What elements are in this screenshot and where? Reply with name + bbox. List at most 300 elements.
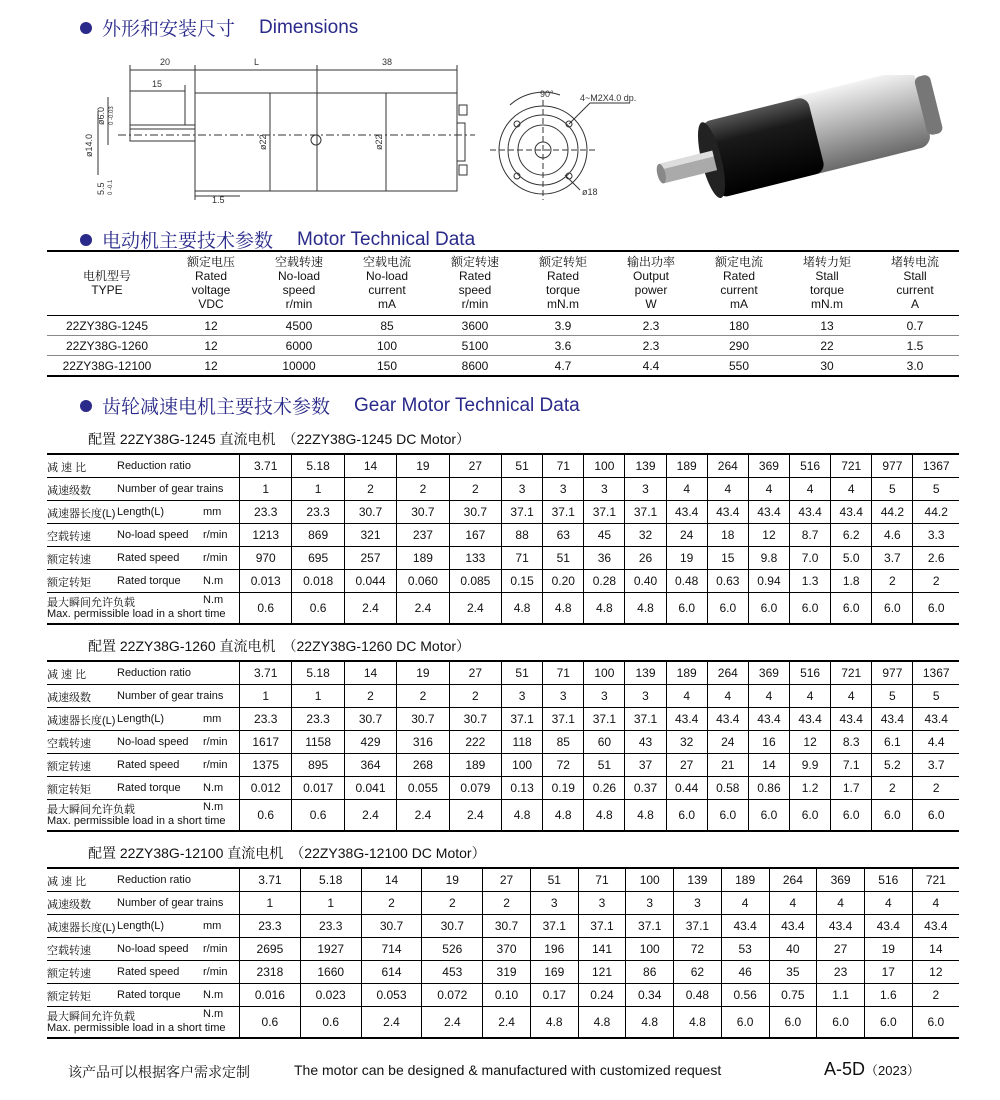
- table-cell: 1213: [240, 524, 292, 547]
- table-cell: 4.8: [530, 1007, 578, 1039]
- bullet-icon: [80, 234, 92, 246]
- table-row: [47, 356, 959, 377]
- table-cell: 9.9: [790, 754, 831, 777]
- table-cell: 429: [344, 731, 396, 754]
- table-cell: 32: [666, 731, 707, 754]
- row-label-unit: r/min: [203, 552, 228, 564]
- table-cell: 3: [625, 478, 666, 501]
- table-cell: 5: [872, 478, 913, 501]
- table-cell: 3: [584, 478, 625, 501]
- row-label-en: Length(L): [117, 920, 165, 932]
- table-cell: 2.4: [397, 593, 449, 625]
- table-cell: 44.2: [913, 501, 959, 524]
- table-cell: 32: [625, 524, 666, 547]
- bullet-icon: [80, 400, 92, 412]
- table-cell: 0.94: [748, 570, 789, 593]
- table-cell: 27: [449, 661, 501, 685]
- table-cell: 0.023: [300, 984, 361, 1007]
- dimensions-title-en: Dimensions: [259, 16, 359, 38]
- table-cell: 37.1: [530, 915, 578, 938]
- table-cell: 1660: [300, 961, 361, 984]
- row-label-en: Length(L): [117, 506, 165, 518]
- table-cell: 43.4: [831, 501, 872, 524]
- table-row: [47, 454, 959, 478]
- table-cell: 0.56: [721, 984, 769, 1007]
- table-cell: 23.3: [240, 915, 301, 938]
- table-cell: 721: [831, 454, 872, 478]
- table-cell: 5: [872, 685, 913, 708]
- table-cell: 4.8: [626, 1007, 674, 1039]
- row-label-unit: mm: [203, 713, 222, 725]
- table-cell: 43.4: [913, 708, 959, 731]
- header-en: Output: [632, 269, 670, 283]
- table-cell: 24: [707, 731, 748, 754]
- dim-90-label: 90°: [540, 89, 554, 99]
- table-cell: 0.58: [707, 777, 748, 800]
- table-cell: 43.4: [912, 915, 959, 938]
- dim-15-label: 15: [152, 79, 163, 89]
- table-cell: 1.2: [790, 777, 831, 800]
- table-cell: 264: [707, 454, 748, 478]
- table-cell: 139: [625, 661, 666, 685]
- table-cell: 1367: [913, 454, 959, 478]
- table-cell: 12: [912, 961, 959, 984]
- table-cell: 6.0: [872, 800, 913, 832]
- table-cell: 1927: [300, 938, 361, 961]
- header-en: mN.m: [811, 297, 843, 311]
- row-label-zh: 减 速 比: [47, 462, 87, 474]
- table-cell: 2.4: [449, 800, 501, 832]
- table-cell: 895: [292, 754, 344, 777]
- table-cell: 0.044: [344, 570, 396, 593]
- table-cell: 37.1: [625, 708, 666, 731]
- table-cell: 24: [666, 524, 707, 547]
- table-cell: 26: [625, 547, 666, 570]
- motor-type-cell: 22ZY38G-1245: [47, 316, 167, 336]
- table-cell: 0.055: [397, 777, 449, 800]
- table-row: [47, 524, 959, 547]
- table-cell: 721: [912, 868, 959, 892]
- table-cell: 4: [748, 478, 789, 501]
- table-cell: 43.4: [666, 501, 707, 524]
- table-cell: 6.0: [790, 800, 831, 832]
- table-cell: 516: [790, 454, 831, 478]
- row-label-unit: N.m: [203, 782, 224, 794]
- table-cell: 5.18: [292, 661, 344, 685]
- table-cell: 30.7: [397, 501, 449, 524]
- row-label-zh: 最大瞬间允许负载: [47, 1011, 135, 1023]
- row-label-unit: r/min: [203, 736, 228, 748]
- table-cell: 4: [748, 685, 789, 708]
- table-cell: 37.1: [625, 501, 666, 524]
- gear-table-2-subtitle: 配置 22ZY38G-1260 直流电机 （22ZY38G-1260 DC Motor）: [88, 638, 471, 654]
- table-cell: 3: [674, 892, 722, 915]
- table-cell: 30.7: [361, 915, 422, 938]
- row-label-zh: 空载转速: [47, 738, 91, 750]
- technical-drawing: [0, 45, 650, 205]
- row-label-en: Reduction ratio: [117, 667, 191, 679]
- table-cell: 3: [543, 685, 584, 708]
- table-cell: 121: [578, 961, 626, 984]
- table-cell: 23.3: [292, 708, 344, 731]
- table-cell: 3: [543, 478, 584, 501]
- table-cell: 37.1: [584, 708, 625, 731]
- table-cell: 2: [912, 984, 959, 1007]
- page-number: [824, 1059, 920, 1080]
- table-cell: 3.71: [240, 868, 301, 892]
- table-cell: 1.5: [871, 336, 959, 356]
- table-cell: 169: [530, 961, 578, 984]
- motor-title-en: Motor Technical Data: [297, 228, 476, 250]
- table-cell: 0.085: [449, 570, 501, 593]
- table-cell: 3: [530, 892, 578, 915]
- table-cell: 3.9: [519, 316, 607, 336]
- table-cell: 1158: [292, 731, 344, 754]
- table-cell: 139: [625, 454, 666, 478]
- row-label: [47, 777, 240, 800]
- header-en: Rated: [722, 269, 756, 283]
- table-cell: 27: [666, 754, 707, 777]
- row-label-en: Reduction ratio: [117, 460, 191, 472]
- gear-section-title: [80, 392, 580, 419]
- table-cell: 63: [543, 524, 584, 547]
- table-cell: 189: [449, 754, 501, 777]
- row-label-zh: 减速器长度(L): [47, 922, 116, 934]
- table-cell: 19: [666, 547, 707, 570]
- table-cell: 370: [483, 938, 531, 961]
- table-cell: 37.1: [543, 708, 584, 731]
- table-cell: 1367: [913, 661, 959, 685]
- table-cell: 37.1: [626, 915, 674, 938]
- motor-type-cell: 22ZY38G-1260: [47, 336, 167, 356]
- table-cell: 0.7: [871, 316, 959, 336]
- table-cell: 319: [483, 961, 531, 984]
- row-label: [47, 915, 240, 938]
- header-en: mN.m: [547, 297, 579, 311]
- table-cell: 27: [449, 454, 501, 478]
- table-cell: 19: [422, 868, 483, 892]
- table-cell: 43: [625, 731, 666, 754]
- table-cell: 14: [344, 661, 396, 685]
- table-cell: 85: [343, 316, 431, 336]
- table-cell: 100: [626, 868, 674, 892]
- table-cell: 321: [344, 524, 396, 547]
- table-row: [47, 661, 959, 685]
- header-en: VDC: [198, 297, 224, 311]
- table-cell: 8.3: [831, 731, 872, 754]
- motor-table-header: [47, 251, 959, 316]
- table-cell: 189: [721, 868, 769, 892]
- table-cell: 19: [397, 661, 449, 685]
- table-cell: 0.012: [240, 777, 292, 800]
- table-cell: 0.15: [502, 570, 543, 593]
- table-cell: 6.0: [707, 593, 748, 625]
- table-cell: 6.0: [864, 1007, 912, 1039]
- table-cell: 4.8: [625, 800, 666, 832]
- dimension-drawing: [0, 45, 1000, 205]
- row-label-zh: 额定转速: [47, 761, 91, 773]
- table-cell: 6.0: [666, 800, 707, 832]
- table-cell: 4: [912, 892, 959, 915]
- table-cell: 614: [361, 961, 422, 984]
- table-cell: 2318: [240, 961, 301, 984]
- dim-20-label: 20: [160, 57, 171, 67]
- motor-title-zh: 电动机主要技术参数: [102, 231, 274, 252]
- table-cell: 1.1: [817, 984, 865, 1007]
- table-cell: 5.18: [300, 868, 361, 892]
- table-cell: 1: [240, 892, 301, 915]
- table-cell: 516: [864, 868, 912, 892]
- table-row: [47, 593, 959, 625]
- table-cell: 2.4: [344, 800, 396, 832]
- table-cell: 43.4: [748, 501, 789, 524]
- table-row: [47, 316, 959, 336]
- table-cell: 1.8: [831, 570, 872, 593]
- row-label-zh: 减速器长度(L): [47, 715, 116, 727]
- table-cell: 6000: [255, 336, 343, 356]
- row-label-en: Rated speed: [117, 759, 180, 771]
- row-label-unit: mm: [203, 506, 222, 518]
- dim-d22-motor-label: ø22: [374, 134, 384, 150]
- table-cell: 10000: [255, 356, 343, 377]
- header-zh: 电机型号: [82, 269, 131, 283]
- gear-table-1260: [47, 660, 959, 832]
- table-cell: 23: [817, 961, 865, 984]
- table-cell: 141: [578, 938, 626, 961]
- table-cell: 46: [721, 961, 769, 984]
- row-label-zh: 空载转速: [47, 945, 91, 957]
- table-cell: 118: [502, 731, 543, 754]
- table-cell: 6.0: [912, 1007, 959, 1039]
- table-cell: 86: [626, 961, 674, 984]
- table-cell: 37.1: [578, 915, 626, 938]
- motor-header-cell: [431, 251, 519, 316]
- row-label-unit: r/min: [203, 759, 228, 771]
- table-cell: 695: [292, 547, 344, 570]
- header-en: r/min: [461, 297, 489, 311]
- table-row: [47, 501, 959, 524]
- row-label-zh: 额定转速: [47, 554, 91, 566]
- table-row: [47, 478, 959, 501]
- table-cell: 9.8: [748, 547, 789, 570]
- motor-table-body: [47, 316, 959, 377]
- table-cell: 2: [361, 892, 422, 915]
- header-en: speed: [458, 283, 492, 297]
- table-cell: 30.7: [449, 501, 501, 524]
- table-cell: 3600: [431, 316, 519, 336]
- table-cell: 0.40: [625, 570, 666, 593]
- row-label-en: Max. permissible load in a short time: [47, 815, 226, 827]
- table-cell: 37.1: [543, 501, 584, 524]
- row-label: [47, 868, 240, 892]
- table-cell: 0.072: [422, 984, 483, 1007]
- row-label-en: Rated torque: [117, 782, 181, 794]
- table-cell: 44.2: [872, 501, 913, 524]
- row-label-zh: 额定转矩: [47, 784, 91, 796]
- table-cell: 43.4: [831, 708, 872, 731]
- table-cell: 51: [530, 868, 578, 892]
- table-cell: 0.6: [292, 800, 344, 832]
- table-cell: 3.7: [872, 547, 913, 570]
- table-cell: 268: [397, 754, 449, 777]
- table-cell: 4.8: [543, 800, 584, 832]
- table-row: [47, 754, 959, 777]
- gear-title-en: Gear Motor Technical Data: [354, 394, 580, 416]
- row-label-unit: r/min: [203, 943, 228, 955]
- table-cell: 1.7: [831, 777, 872, 800]
- table-cell: 43.4: [864, 915, 912, 938]
- table-cell: 0.016: [240, 984, 301, 1007]
- header-en: Rated: [546, 269, 580, 283]
- table-cell: 4.4: [913, 731, 959, 754]
- row-label-en: Number of gear trains: [117, 483, 224, 495]
- table-cell: 4.8: [584, 800, 625, 832]
- table-cell: 3.3: [913, 524, 959, 547]
- table-cell: 2.4: [449, 593, 501, 625]
- table-cell: 6.0: [666, 593, 707, 625]
- table-cell: 30.7: [397, 708, 449, 731]
- table-cell: 4: [831, 685, 872, 708]
- table-cell: 257: [344, 547, 396, 570]
- table-cell: 14: [344, 454, 396, 478]
- table-cell: 21: [707, 754, 748, 777]
- header-en: Stall: [903, 269, 927, 283]
- table-cell: 3: [584, 685, 625, 708]
- table-cell: 0.19: [543, 777, 584, 800]
- gear-table-1-subtitle: 配置 22ZY38G-1245 直流电机 （22ZY38G-1245 DC Motor）: [88, 431, 471, 447]
- table-cell: 35: [769, 961, 817, 984]
- table-cell: 37.1: [502, 708, 543, 731]
- page-code: A-5D: [824, 1059, 866, 1079]
- table-cell: 27: [817, 938, 865, 961]
- table-cell: 2: [913, 777, 959, 800]
- gear-motor-photo: [650, 75, 970, 225]
- dim-l-label: L: [254, 57, 260, 67]
- row-label-en: Number of gear trains: [117, 897, 224, 909]
- table-cell: 43.4: [707, 708, 748, 731]
- table-cell: 12: [748, 524, 789, 547]
- row-label-zh: 额定转速: [47, 968, 91, 980]
- row-label-en: No-load speed: [117, 943, 189, 955]
- row-label-unit: N.m: [203, 1008, 224, 1020]
- dimensions-title-zh: 外形和安装尺寸: [102, 19, 236, 40]
- table-cell: 4: [666, 478, 707, 501]
- row-label-zh: 减速级数: [47, 899, 91, 911]
- table-cell: 869: [292, 524, 344, 547]
- row-label-en: No-load speed: [117, 529, 189, 541]
- table-cell: 72: [543, 754, 584, 777]
- table-cell: 1: [292, 685, 344, 708]
- table-cell: 0.37: [625, 777, 666, 800]
- table-cell: 72: [674, 938, 722, 961]
- table-cell: 37: [625, 754, 666, 777]
- table-cell: 1.3: [790, 570, 831, 593]
- table-cell: 6.0: [913, 800, 959, 832]
- header-en: current: [720, 283, 758, 297]
- table-cell: 12: [790, 731, 831, 754]
- table-row: [47, 938, 959, 961]
- table-cell: 237: [397, 524, 449, 547]
- header-en: torque: [809, 283, 845, 297]
- table-row: [47, 336, 959, 356]
- header-en: Stall: [815, 269, 839, 283]
- header-zh: 堵转力矩: [802, 255, 851, 269]
- table-cell: 4.6: [872, 524, 913, 547]
- header-en: TYPE: [91, 283, 123, 297]
- table-cell: 3.71: [240, 661, 292, 685]
- table-cell: 51: [502, 454, 543, 478]
- table-cell: 23.3: [240, 708, 292, 731]
- table-cell: 36: [584, 547, 625, 570]
- table-cell: 43.4: [769, 915, 817, 938]
- header-zh: 额定电流: [714, 255, 763, 269]
- table-cell: 0.6: [240, 593, 292, 625]
- table-cell: 12: [167, 356, 255, 377]
- table-cell: 37.1: [674, 915, 722, 938]
- table-cell: 4: [817, 892, 865, 915]
- motor-header-cell: [167, 251, 255, 316]
- table-row: [47, 777, 959, 800]
- table-cell: 4.8: [674, 1007, 722, 1039]
- table-cell: 196: [530, 938, 578, 961]
- table-row: [47, 708, 959, 731]
- dim-holes-label: 4~M2X4.0 dp.: [580, 93, 637, 103]
- row-label-en: Reduction ratio: [117, 874, 191, 886]
- row-label-en: Number of gear trains: [117, 690, 224, 702]
- row-label-unit: N.m: [203, 575, 224, 587]
- table-cell: 0.041: [344, 777, 396, 800]
- row-label-zh: 减速级数: [47, 692, 91, 704]
- dim-d22-gearbox-label: ø22: [258, 134, 268, 150]
- table-cell: 13: [783, 316, 871, 336]
- table-cell: 14: [912, 938, 959, 961]
- table-cell: 12: [167, 316, 255, 336]
- table-cell: 2: [872, 777, 913, 800]
- table-cell: 5.2: [872, 754, 913, 777]
- table-cell: 43.4: [817, 915, 865, 938]
- table-cell: 526: [422, 938, 483, 961]
- row-label-zh: 额定转矩: [47, 577, 91, 589]
- row-label-en: Max. permissible load in a short time: [47, 608, 226, 620]
- table-row: [47, 868, 959, 892]
- table-cell: 516: [790, 661, 831, 685]
- table-cell: 290: [695, 336, 783, 356]
- table-cell: 43.4: [666, 708, 707, 731]
- table-cell: 0.060: [397, 570, 449, 593]
- row-label: [47, 754, 240, 777]
- table-cell: 0.44: [666, 777, 707, 800]
- table-cell: 0.86: [748, 777, 789, 800]
- table-cell: 8.7: [790, 524, 831, 547]
- row-label: [47, 524, 240, 547]
- motor-technical-table: [47, 250, 959, 377]
- table-cell: 71: [578, 868, 626, 892]
- table-cell: 6.0: [748, 593, 789, 625]
- header-zh: 空载转速: [274, 255, 323, 269]
- table-cell: 2.4: [344, 593, 396, 625]
- table-cell: 30: [783, 356, 871, 377]
- row-label-zh: 额定转矩: [47, 991, 91, 1003]
- row-label-unit: N.m: [203, 594, 224, 606]
- table-cell: 6.0: [769, 1007, 817, 1039]
- table-cell: 30.7: [422, 915, 483, 938]
- table-cell: 23.3: [240, 501, 292, 524]
- header-en: current: [896, 283, 934, 297]
- table-cell: 6.0: [790, 593, 831, 625]
- table-cell: 51: [502, 661, 543, 685]
- motor-header-cell: [519, 251, 607, 316]
- table-cell: 6.0: [721, 1007, 769, 1039]
